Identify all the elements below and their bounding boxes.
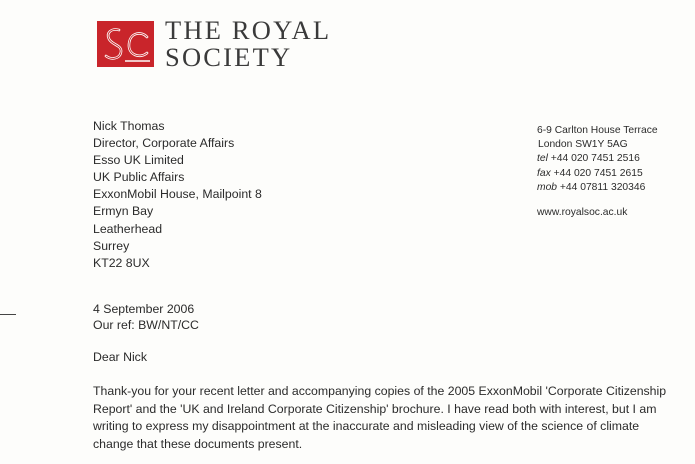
body-line: Report' and the 'UK and Ireland Corporate Citizenship' brochure. I have read both with interest, but I am: [93, 401, 657, 416]
letter-reference: Our ref: BW/NT/CC: [93, 318, 199, 332]
body-line: Thank-you for your recent letter and accompanying copies of the 2005 ExxonMobil 'Corporate Citizenship: [93, 384, 667, 398]
recipient-postcode: KT22 8UX: [93, 255, 150, 270]
sender-address-line2: London SW1Y 5AG: [538, 139, 628, 151]
body-paragraph: [93, 383, 673, 453]
logo-title-line2: SOCIETY: [165, 42, 293, 72]
tel-number: +44 020 7451 2516: [550, 153, 640, 165]
body-line: writing to express my disappointment at the inaccurate and misleading view of the science of climate: [93, 419, 640, 434]
recipient-company: Esso UK Limited: [93, 153, 184, 168]
mob-number: +44 07811 320346: [559, 181, 646, 193]
sender-mob: [537, 181, 658, 195]
sender-fax: [537, 167, 658, 181]
recipient-street: Ermyn Bay: [93, 204, 154, 219]
sender-website: www.royalsoc.ac.uk: [537, 206, 628, 218]
letter-date: 4 September 2006: [93, 302, 195, 316]
body-line: change that these documents present.: [93, 436, 303, 451]
mob-label: mob: [537, 181, 558, 193]
royal-society-logo-icon: [97, 21, 154, 67]
recipient-building: ExxonMobil House, Mailpoint 8: [93, 187, 262, 202]
recipient-address: [93, 118, 262, 272]
recipient-town: Leatherhead: [93, 221, 163, 236]
recipient-county: Surrey: [93, 238, 130, 253]
salutation: Dear Nick: [93, 350, 147, 364]
fax-number: +44 020 7451 2615: [553, 167, 643, 179]
sender-address: [537, 124, 658, 220]
sender-tel: [537, 152, 658, 166]
fax-label: fax: [537, 167, 551, 179]
recipient-name: Nick Thomas: [93, 119, 165, 133]
logo-title-line1: THE ROYAL: [165, 15, 332, 45]
recipient-department: UK Public Affairs: [93, 170, 185, 185]
fold-mark: [0, 314, 16, 315]
recipient-title: Director, Corporate Affairs: [93, 136, 235, 151]
sender-address-line1: 6-9 Carlton House Terrace: [537, 125, 658, 136]
tel-label: tel: [537, 153, 548, 165]
